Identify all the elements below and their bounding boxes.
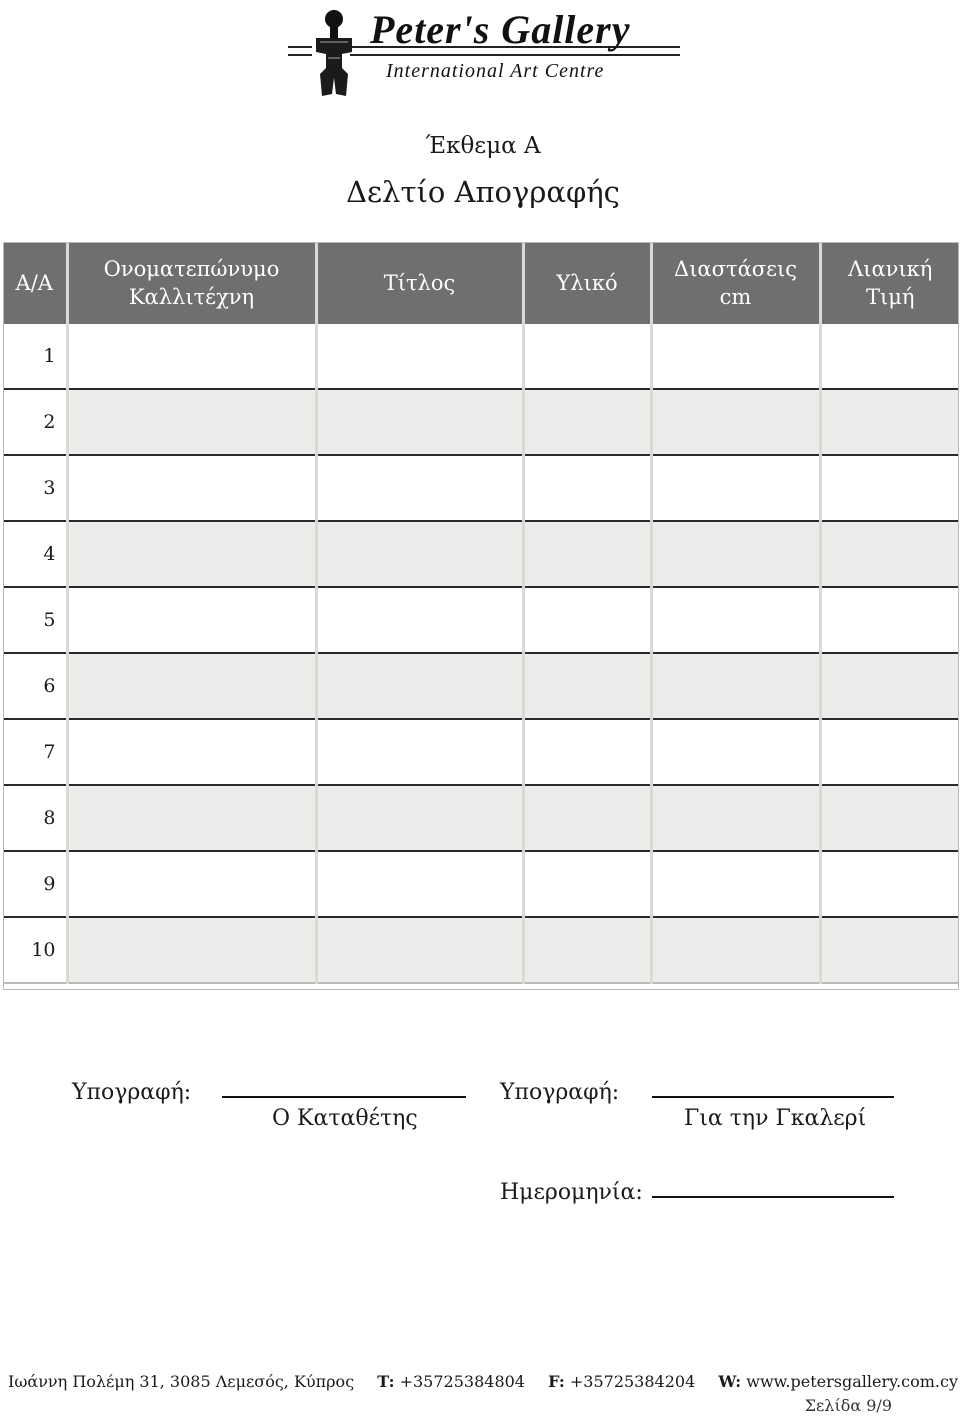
- footer-fax-label: F:: [548, 1372, 565, 1391]
- table-row: [3, 785, 959, 851]
- row-number: 6: [3, 653, 67, 719]
- cell-title[interactable]: [316, 917, 523, 983]
- signature-label-gallery: Υπογραφή:: [500, 1080, 620, 1105]
- footer-fax: +35725384204: [569, 1372, 696, 1391]
- table-row: [3, 719, 959, 785]
- table-row: [3, 587, 959, 653]
- col-header-artist: Ονοματεπώνυμο Καλλιτέχνη: [67, 242, 316, 324]
- row-number: 9: [3, 851, 67, 917]
- cell-dimensions[interactable]: [651, 521, 820, 587]
- cell-dimensions[interactable]: [651, 389, 820, 455]
- cell-title[interactable]: [316, 851, 523, 917]
- cell-material[interactable]: [523, 719, 651, 785]
- cell-title[interactable]: [316, 455, 523, 521]
- cell-artist[interactable]: [67, 455, 316, 521]
- cell-artist[interactable]: [67, 389, 316, 455]
- signature-line-gallery[interactable]: [652, 1096, 894, 1098]
- cell-dimensions[interactable]: [651, 719, 820, 785]
- footer-tel-label: T:: [377, 1372, 395, 1391]
- col-header-index: Α/Α: [3, 242, 67, 324]
- idol-figure-icon: [314, 8, 354, 100]
- table-row: [3, 917, 959, 983]
- col-header-title: Τίτλος: [316, 242, 523, 324]
- row-number: 8: [3, 785, 67, 851]
- row-number: 1: [3, 324, 67, 389]
- signature-label-depositor: Υπογραφή:: [72, 1080, 192, 1105]
- cell-title[interactable]: [316, 785, 523, 851]
- cell-artist[interactable]: [67, 521, 316, 587]
- logo-rule-bottom: [350, 54, 680, 56]
- cell-price[interactable]: [820, 917, 959, 983]
- col-header-dimensions: Διαστάσεις cm: [651, 242, 820, 324]
- cell-title[interactable]: [316, 719, 523, 785]
- signature-caption-depositor: Ο Καταθέτης: [272, 1106, 418, 1131]
- cell-dimensions[interactable]: [651, 851, 820, 917]
- cell-material[interactable]: [523, 324, 651, 389]
- cell-price[interactable]: [820, 389, 959, 455]
- table-row: [3, 389, 959, 455]
- cell-artist[interactable]: [67, 653, 316, 719]
- cell-artist[interactable]: [67, 719, 316, 785]
- cell-material[interactable]: [523, 587, 651, 653]
- table-row: [3, 851, 959, 917]
- table-row: [3, 653, 959, 719]
- table-row: [3, 324, 959, 389]
- cell-dimensions[interactable]: [651, 917, 820, 983]
- page-number: Σελίδα 9/9: [804, 1396, 892, 1415]
- cell-material[interactable]: [523, 851, 651, 917]
- cell-dimensions[interactable]: [651, 653, 820, 719]
- row-number: 10: [3, 917, 67, 983]
- exhibit-title: Έκθεμα Α: [425, 133, 541, 159]
- cell-material[interactable]: [523, 521, 651, 587]
- row-number: 7: [3, 719, 67, 785]
- cell-title[interactable]: [316, 587, 523, 653]
- signature-caption-gallery: Για την Γκαλερί: [684, 1106, 867, 1131]
- signature-line-depositor[interactable]: [222, 1096, 466, 1098]
- cell-material[interactable]: [523, 653, 651, 719]
- cell-material[interactable]: [523, 917, 651, 983]
- cell-dimensions[interactable]: [651, 587, 820, 653]
- footer-web-label: W:: [718, 1372, 742, 1391]
- col-header-material: Υλικό: [523, 242, 651, 324]
- row-number: 4: [3, 521, 67, 587]
- row-number: 5: [3, 587, 67, 653]
- cell-artist[interactable]: [67, 324, 316, 389]
- cell-price[interactable]: [820, 851, 959, 917]
- cell-price[interactable]: [820, 785, 959, 851]
- cell-title[interactable]: [316, 653, 523, 719]
- cell-price[interactable]: [820, 324, 959, 389]
- gallery-name: Peter's Gallery: [370, 7, 631, 52]
- cell-material[interactable]: [523, 785, 651, 851]
- cell-title[interactable]: [316, 324, 523, 389]
- cell-price[interactable]: [820, 653, 959, 719]
- cell-price[interactable]: [820, 521, 959, 587]
- cell-price[interactable]: [820, 455, 959, 521]
- cell-artist[interactable]: [67, 851, 316, 917]
- cell-artist[interactable]: [67, 785, 316, 851]
- cell-dimensions[interactable]: [651, 785, 820, 851]
- cell-title[interactable]: [316, 521, 523, 587]
- logo-rule-bottom: [288, 54, 312, 56]
- cell-artist[interactable]: [67, 917, 316, 983]
- cell-price[interactable]: [820, 719, 959, 785]
- row-number: 2: [3, 389, 67, 455]
- cell-artist[interactable]: [67, 587, 316, 653]
- form-title: Δελτίο Απογραφής: [346, 175, 620, 209]
- cell-title[interactable]: [316, 389, 523, 455]
- footer-web[interactable]: www.petersgallery.com.cy: [746, 1372, 958, 1391]
- table-header-row: [3, 242, 959, 324]
- cell-material[interactable]: [523, 455, 651, 521]
- gallery-tagline: International Art Centre: [386, 60, 605, 82]
- row-number: 3: [3, 455, 67, 521]
- date-label: Ημερομηνία:: [500, 1180, 643, 1205]
- footer-tel: +35725384804: [399, 1372, 525, 1391]
- col-header-price: Λιανική Τιμή: [820, 242, 959, 324]
- logo-rule-top: [288, 46, 312, 48]
- gallery-logo: [288, 4, 688, 100]
- cell-dimensions[interactable]: [651, 324, 820, 389]
- date-line[interactable]: [652, 1196, 894, 1198]
- cell-material[interactable]: [523, 389, 651, 455]
- footer-address: Ιωάννη Πολέμη 31, 3085 Λεμεσός, Κύπρος: [8, 1372, 355, 1391]
- cell-dimensions[interactable]: [651, 455, 820, 521]
- cell-price[interactable]: [820, 587, 959, 653]
- footer-contact: [0, 1372, 960, 1391]
- inventory-table: [3, 242, 959, 984]
- table-row: [3, 521, 959, 587]
- table-row: [3, 455, 959, 521]
